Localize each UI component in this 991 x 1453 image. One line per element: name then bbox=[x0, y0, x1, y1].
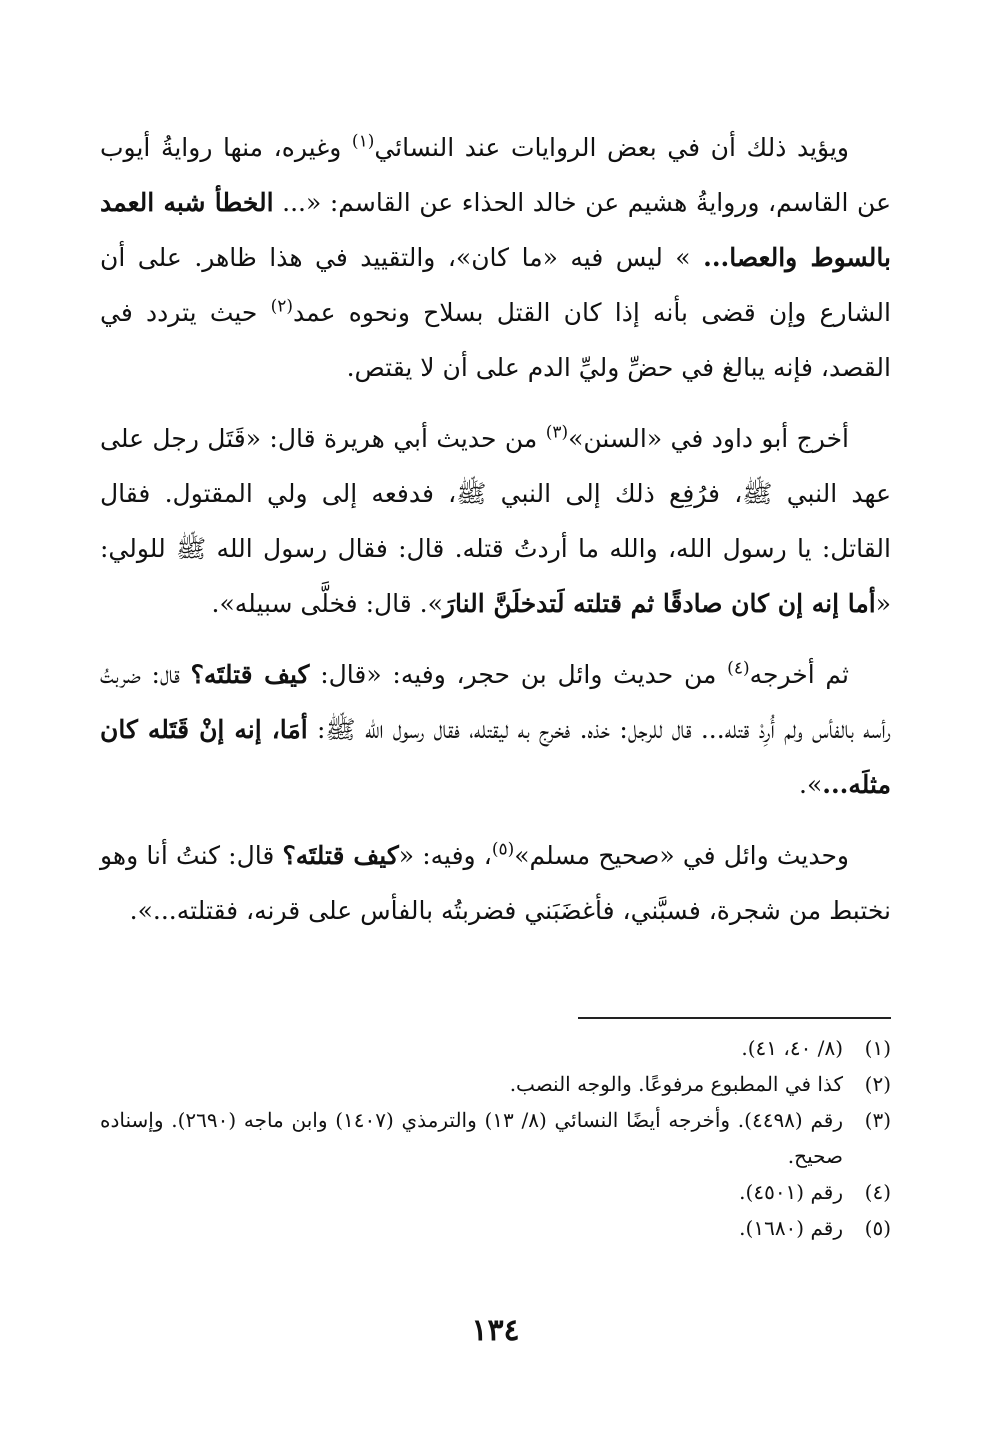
page-number: ١٣٤ bbox=[471, 1313, 520, 1348]
footnotes bbox=[100, 1030, 891, 1246]
paragraph-4 bbox=[100, 828, 891, 938]
bold-quote: كيف قتلتَه؟ bbox=[282, 841, 399, 870]
footnote-4 bbox=[100, 1174, 891, 1210]
paragraph-1 bbox=[100, 120, 891, 395]
bold-quote: الخطأ شبه العمد بالسوط والعصا... bbox=[100, 188, 891, 272]
paragraph-segment: ، وفيه: « bbox=[398, 841, 492, 870]
paragraph-3 bbox=[100, 647, 891, 812]
main-text bbox=[100, 120, 891, 954]
footnote-ref-4[interactable]: (٤) bbox=[727, 658, 750, 679]
paragraph-segment: وحديث وائل في «صحيح مسلم» bbox=[514, 841, 850, 870]
paragraph-segment: قال: كنتُ أنا وهو نختبط من شجرة، فسبَّني، فأغضَبَني فضربتُه بالفأس على قرنه، فقتلته...». bbox=[100, 841, 891, 925]
bold-quote: أما إنه إن كان صادقًا ثم قتلته لَتدخلَنَّ النارَ bbox=[442, 589, 876, 618]
footnote-text: كذا في المطبوع مرفوعًا. والوجه النصب. bbox=[509, 1072, 843, 1096]
footnote-text: رقم (١٦٨٠). bbox=[739, 1216, 843, 1240]
bold-quote: كيف قتلتَه؟ bbox=[190, 660, 310, 689]
paragraph-segment: ويؤيد ذلك أن في بعض الروايات عند النسائي bbox=[374, 133, 849, 162]
footnote-number: (٤) bbox=[864, 1180, 891, 1204]
bold-quote: أمَا، إنه إنْ قَتَله كان مثلَه... bbox=[100, 715, 891, 799]
paragraph-segment: وغيره، منها روايةُ أيوب عن القاسم، وروايةُ هشيم عن خالد الحذاء عن القاسم: «... bbox=[100, 133, 891, 217]
footnote-1 bbox=[100, 1030, 891, 1066]
footnote-text: رقم (٤٥٠١). bbox=[739, 1180, 843, 1204]
footnote-3 bbox=[100, 1102, 891, 1174]
footnote-ref-5[interactable]: (٥) bbox=[491, 839, 515, 860]
paragraph-segment: من حديث وائل بن حجر، وفيه: «قال: bbox=[309, 660, 728, 689]
footnote-5 bbox=[100, 1210, 891, 1246]
footnote-ref-3[interactable]: (٣) bbox=[545, 422, 569, 443]
footnote-ref-1[interactable]: (١) bbox=[351, 131, 375, 152]
paragraph-segment: قال: ضربتُ رأسه بالفأس ولم أُرِدْ قتله... قال للرجل: خذه. فخرج به ليقتله، فقال رسول الله ﷺ: bbox=[100, 660, 891, 744]
paragraph-segment: » ليس فيه «ما كان»، والتقييد في هذا ظاهر. على أن الشارع وإن قضى بأنه إذا كان القتل بسلاح ونحوه عمد bbox=[100, 243, 891, 327]
footnote-number: (٣) bbox=[864, 1108, 891, 1132]
paragraph-segment: ». bbox=[799, 770, 823, 799]
footnote-text: (٨/ ٤٠، ٤١). bbox=[741, 1036, 843, 1060]
footnote-text: رقم (٤٤٩٨). وأخرجه أيضًا النسائي (٨/ ١٣) والترمذي (١٤٠٧) وابن ماجه (٢٦٩٠). وإسناده صحيح. bbox=[100, 1108, 843, 1168]
footnote-number: (٢) bbox=[864, 1072, 891, 1096]
footnote-ref-2[interactable]: (٢) bbox=[270, 296, 294, 317]
footnote-number: (١) bbox=[864, 1036, 891, 1060]
paragraph-segment: من حديث أبي هريرة قال: «قَتَل رجل على عهد النبي ﷺ، فرُفِع ذلك إلى النبي ﷺ، فدفعه إلى ولي المقتول. فقال القاتل: يا رسول الله، والله ما أردتُ قتله. قال: فقال رسول الله ﷺ للولي: « bbox=[100, 424, 891, 618]
paragraph-segment: حيث يتردد في القصد، فإنه يبالغ في حضِّ وليِّ الدم على أن لا يقتص. bbox=[100, 298, 891, 382]
footnote-number: (٥) bbox=[864, 1216, 891, 1240]
paragraph-2 bbox=[100, 411, 891, 631]
footnote-2 bbox=[100, 1066, 891, 1102]
paragraph-segment: ثم أخرجه bbox=[749, 660, 849, 689]
paragraph-segment: ». قال: فخلَّى سبيله». bbox=[211, 589, 443, 618]
footnote-divider bbox=[578, 1017, 891, 1019]
paragraph-segment: أخرج أبو داود في «السنن» bbox=[568, 424, 849, 453]
